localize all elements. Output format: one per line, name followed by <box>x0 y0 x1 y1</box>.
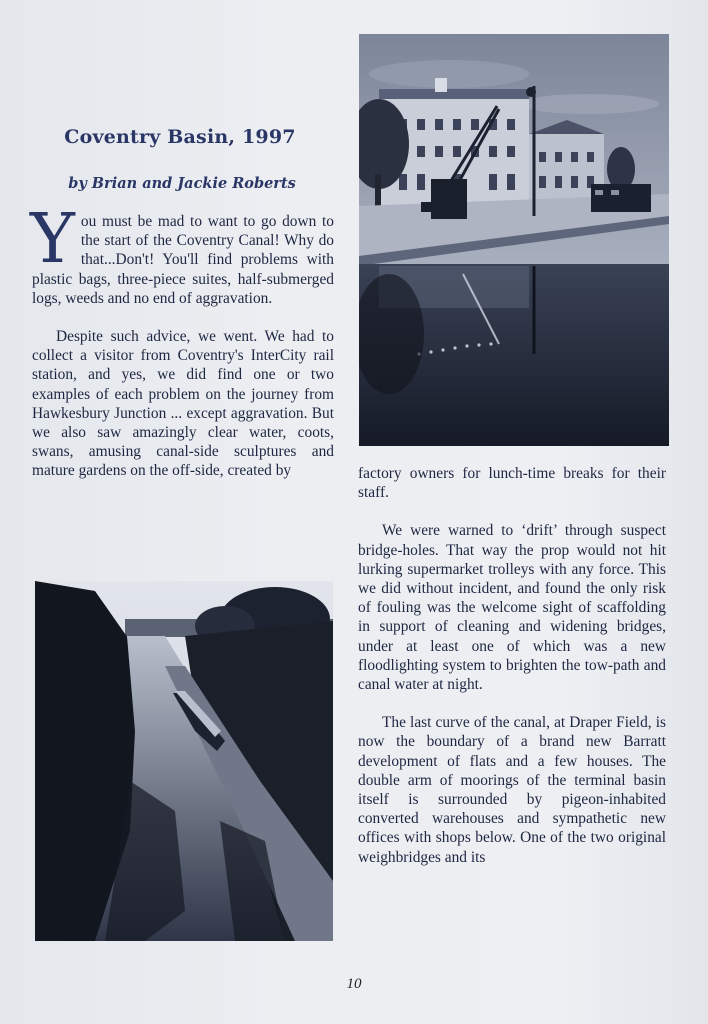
paragraph-5: The last curve of the canal, at Draper Field, is now the boundary of a brand new Barratt development of flats and a few houses. The double arm of moorings of the terminal basin itself is surrounded by pigeon-inhabited converted warehouses and sympathetic new offices with shops below. One of the two original weighbridges and its <box>358 714 666 866</box>
paragraph-4: We were warned to ‘drift’ through suspect bridge-holes. That way the prop would not hit lurking supermarket trolleys with any force. This we did without incident, and found the only risk of fouling was the welcome sight of scaffolding in support of cleaning and widening bridges, under at least one of which was a new floodlighting system to brighten the tow-path and canal water at night. <box>358 522 666 694</box>
canal-photo <box>35 581 333 941</box>
article-title: Coventry Basin, 1997 <box>64 126 296 148</box>
page-number: 10 <box>346 976 362 992</box>
left-column <box>30 200 334 481</box>
right-column <box>358 464 666 867</box>
paragraph-1-text: ou must be mad to want to go down to the start of the Coventry Canal! Why do that...Don't! You'll find problems with plastic bags, three-piece suites, half-submerged logs, weeds and no end of aggravation. <box>32 213 334 307</box>
basin-photo <box>359 34 669 446</box>
drop-cap: Y <box>30 200 75 279</box>
paragraph-3: factory owners for lunch-time breaks for their staff. <box>358 465 666 502</box>
article-byline: by Brian and Jackie Roberts <box>68 175 296 192</box>
paragraph-2: Despite such advice, we went. We had to collect a visitor from Coventry's InterCity rail station, and yes, we did find one or two examples of each problem on the journey from Hawkesbury Junction ... except aggravation. But we also saw amazingly clear water, coots, swans, amusing canal-side sculptures and mature gardens on the off-side, created by <box>32 328 334 480</box>
paragraph-1 <box>30 200 334 308</box>
